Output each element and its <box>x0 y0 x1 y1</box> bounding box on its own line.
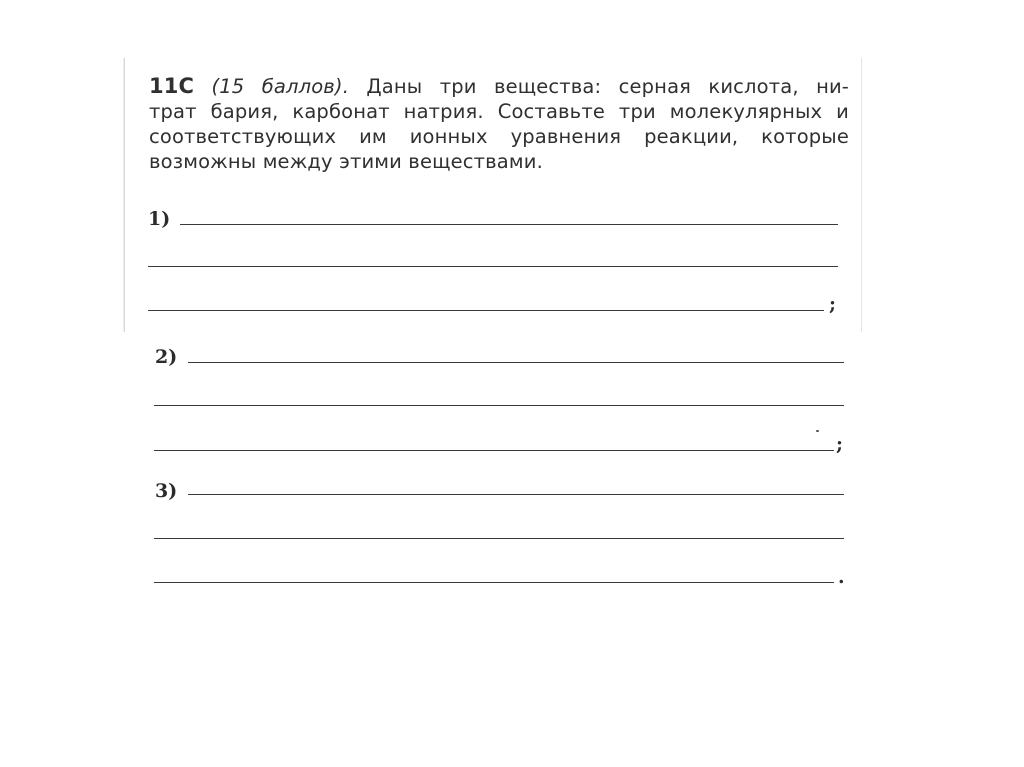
answer-2-line-1 <box>188 362 844 363</box>
answer-2-end-mark: ; <box>836 433 844 455</box>
answer-1-line-1 <box>180 224 838 225</box>
answer-2-line-2 <box>154 405 844 406</box>
answer-3-label: 3) <box>155 480 178 502</box>
answer-3-end-mark: . <box>838 566 845 588</box>
scan-fragment-top <box>124 58 862 332</box>
task-line-4: возможны между этими веществами. <box>149 150 543 173</box>
task-line-1 <box>149 74 849 99</box>
answer-1-line-2 <box>148 266 838 267</box>
task-points: (15 баллов). <box>211 75 350 98</box>
answer-3-line-1 <box>188 494 844 495</box>
task-line-3: соответствующих им ионных уравнения реакции, которые <box>149 125 849 148</box>
task-text <box>149 74 849 174</box>
answer-1-end-mark: ; <box>829 293 837 315</box>
answer-3-line-3 <box>154 582 834 583</box>
answer-1-line-3 <box>148 310 824 311</box>
answer-3-line-2 <box>154 538 844 539</box>
scan-speck <box>816 430 819 432</box>
answer-1-label: 1) <box>148 208 171 230</box>
answer-2-label: 2) <box>155 346 178 368</box>
task-number: 11С <box>149 74 195 98</box>
task-line-2: трат бария, карбонат натрия. Составьте три молекулярных и <box>149 100 849 123</box>
answer-2-line-3 <box>154 450 834 451</box>
task-text-line: Даны три вещества: серная кислота, ни- <box>366 75 849 98</box>
